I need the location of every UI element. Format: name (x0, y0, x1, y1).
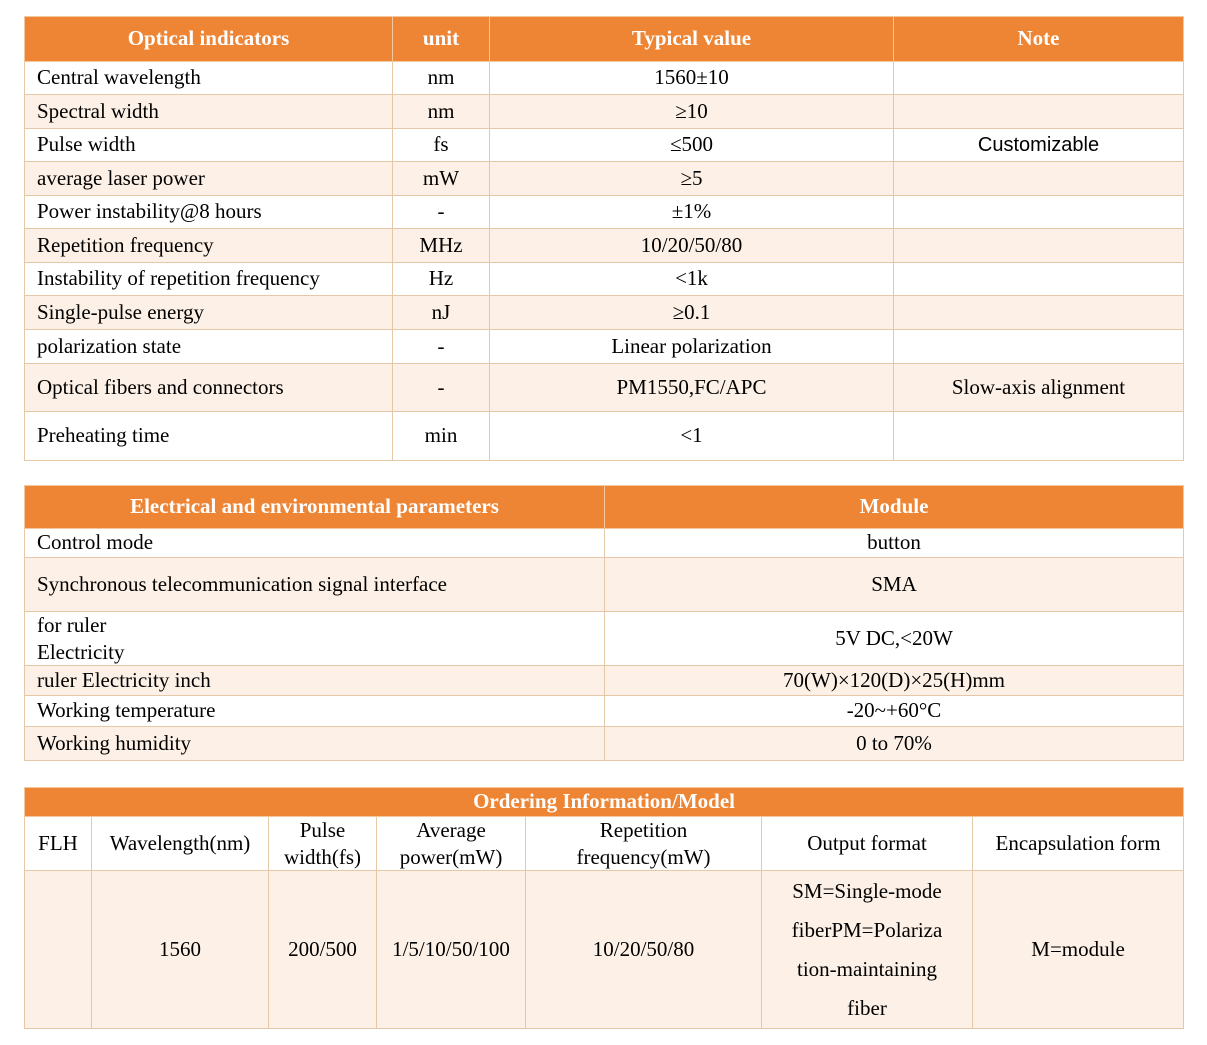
param-note (894, 95, 1184, 129)
param-unit: - (393, 330, 490, 364)
table-row (25, 196, 1184, 229)
param-value: <1 (490, 412, 894, 461)
optical-header-row (25, 17, 1184, 62)
param-note: Slow-axis alignment (894, 364, 1184, 412)
table-row (25, 412, 1184, 461)
optical-indicators-table (24, 16, 1184, 461)
table-row (25, 727, 1184, 761)
electrical-header-row (25, 486, 1184, 529)
param-note (894, 196, 1184, 229)
header-unit: unit (393, 17, 490, 62)
value-pulse-width: 200/500 (269, 871, 377, 1029)
param-unit: nm (393, 95, 490, 129)
param-name: Synchronous telecommunication signal interface (25, 558, 605, 612)
column-repetition-frequency: Repetition frequency(mW) (526, 817, 762, 871)
param-unit: - (393, 364, 490, 412)
param-name: Spectral width (25, 95, 393, 129)
value-flh (25, 871, 92, 1029)
param-name: Central wavelength (25, 62, 393, 95)
table-row (25, 229, 1184, 263)
param-value: 5V DC,<20W (605, 612, 1184, 666)
column-pulse-width: Pulse width(fs) (269, 817, 377, 871)
param-note (894, 162, 1184, 196)
column-wavelength: Wavelength(nm) (92, 817, 269, 871)
ordering-columns-row (25, 817, 1184, 871)
table-row (25, 129, 1184, 162)
table-row (25, 62, 1184, 95)
param-name: polarization state (25, 330, 393, 364)
table-row (25, 696, 1184, 727)
value-average-power: 1/5/10/50/100 (377, 871, 526, 1029)
ordering-title-row (25, 788, 1184, 817)
ordering-values-row (25, 871, 1184, 1029)
param-name: Working humidity (25, 727, 605, 761)
table-row (25, 364, 1184, 412)
param-name: average laser power (25, 162, 393, 196)
column-output-format: Output format (762, 817, 973, 871)
value-wavelength: 1560 (92, 871, 269, 1029)
param-name: Pulse width (25, 129, 393, 162)
header-electrical-parameters: Electrical and environmental parameters (25, 486, 605, 529)
value-output-format: SM=Single-mode fiberPM=Polariza tion-maintaining fiber (762, 871, 973, 1029)
param-unit: mW (393, 162, 490, 196)
param-name: Repetition frequency (25, 229, 393, 263)
param-value: ±1% (490, 196, 894, 229)
param-unit: - (393, 196, 490, 229)
param-unit: nJ (393, 296, 490, 330)
param-value: -20~+60°C (605, 696, 1184, 727)
ordering-title: Ordering Information/Model (25, 788, 1184, 817)
param-note (894, 412, 1184, 461)
param-value: SMA (605, 558, 1184, 612)
header-optical-indicators: Optical indicators (25, 17, 393, 62)
param-note: Customizable (894, 129, 1184, 162)
column-encapsulation-form: Encapsulation form (973, 817, 1184, 871)
electrical-parameters-table (24, 485, 1184, 761)
param-value: ≤500 (490, 129, 894, 162)
param-value: ≥5 (490, 162, 894, 196)
param-name: for ruler Electricity (25, 612, 605, 666)
param-name: Single-pulse energy (25, 296, 393, 330)
table-row (25, 330, 1184, 364)
param-note (894, 330, 1184, 364)
value-repetition-frequency: 10/20/50/80 (526, 871, 762, 1029)
param-name: ruler Electricity inch (25, 666, 605, 696)
column-flh: FLH (25, 817, 92, 871)
param-value: <1k (490, 263, 894, 296)
table-row (25, 558, 1184, 612)
table-row (25, 666, 1184, 696)
param-value: ≥0.1 (490, 296, 894, 330)
header-module: Module (605, 486, 1184, 529)
param-value: ≥10 (490, 95, 894, 129)
param-note (894, 229, 1184, 263)
table-row (25, 263, 1184, 296)
table-row (25, 95, 1184, 129)
param-value: 0 to 70% (605, 727, 1184, 761)
param-unit: min (393, 412, 490, 461)
param-note (894, 263, 1184, 296)
param-note (894, 296, 1184, 330)
param-name: Optical fibers and connectors (25, 364, 393, 412)
param-value: PM1550,FC/APC (490, 364, 894, 412)
param-unit: fs (393, 129, 490, 162)
param-value: 10/20/50/80 (490, 229, 894, 263)
table-row (25, 612, 1184, 666)
param-name: Power instability@8 hours (25, 196, 393, 229)
table-row (25, 529, 1184, 558)
param-unit: nm (393, 62, 490, 95)
param-unit: Hz (393, 263, 490, 296)
ordering-information-table (24, 787, 1184, 1029)
param-value: button (605, 529, 1184, 558)
param-unit: MHz (393, 229, 490, 263)
table-row (25, 162, 1184, 196)
column-average-power: Average power(mW) (377, 817, 526, 871)
value-encapsulation-form: M=module (973, 871, 1184, 1029)
header-typical-value: Typical value (490, 17, 894, 62)
param-value: 70(W)×120(D)×25(H)mm (605, 666, 1184, 696)
param-value: 1560±10 (490, 62, 894, 95)
param-note (894, 62, 1184, 95)
header-note: Note (894, 17, 1184, 62)
param-name: Preheating time (25, 412, 393, 461)
param-value: Linear polarization (490, 330, 894, 364)
param-name: Instability of repetition frequency (25, 263, 393, 296)
table-row (25, 296, 1184, 330)
param-name: Working temperature (25, 696, 605, 727)
param-name: Control mode (25, 529, 605, 558)
